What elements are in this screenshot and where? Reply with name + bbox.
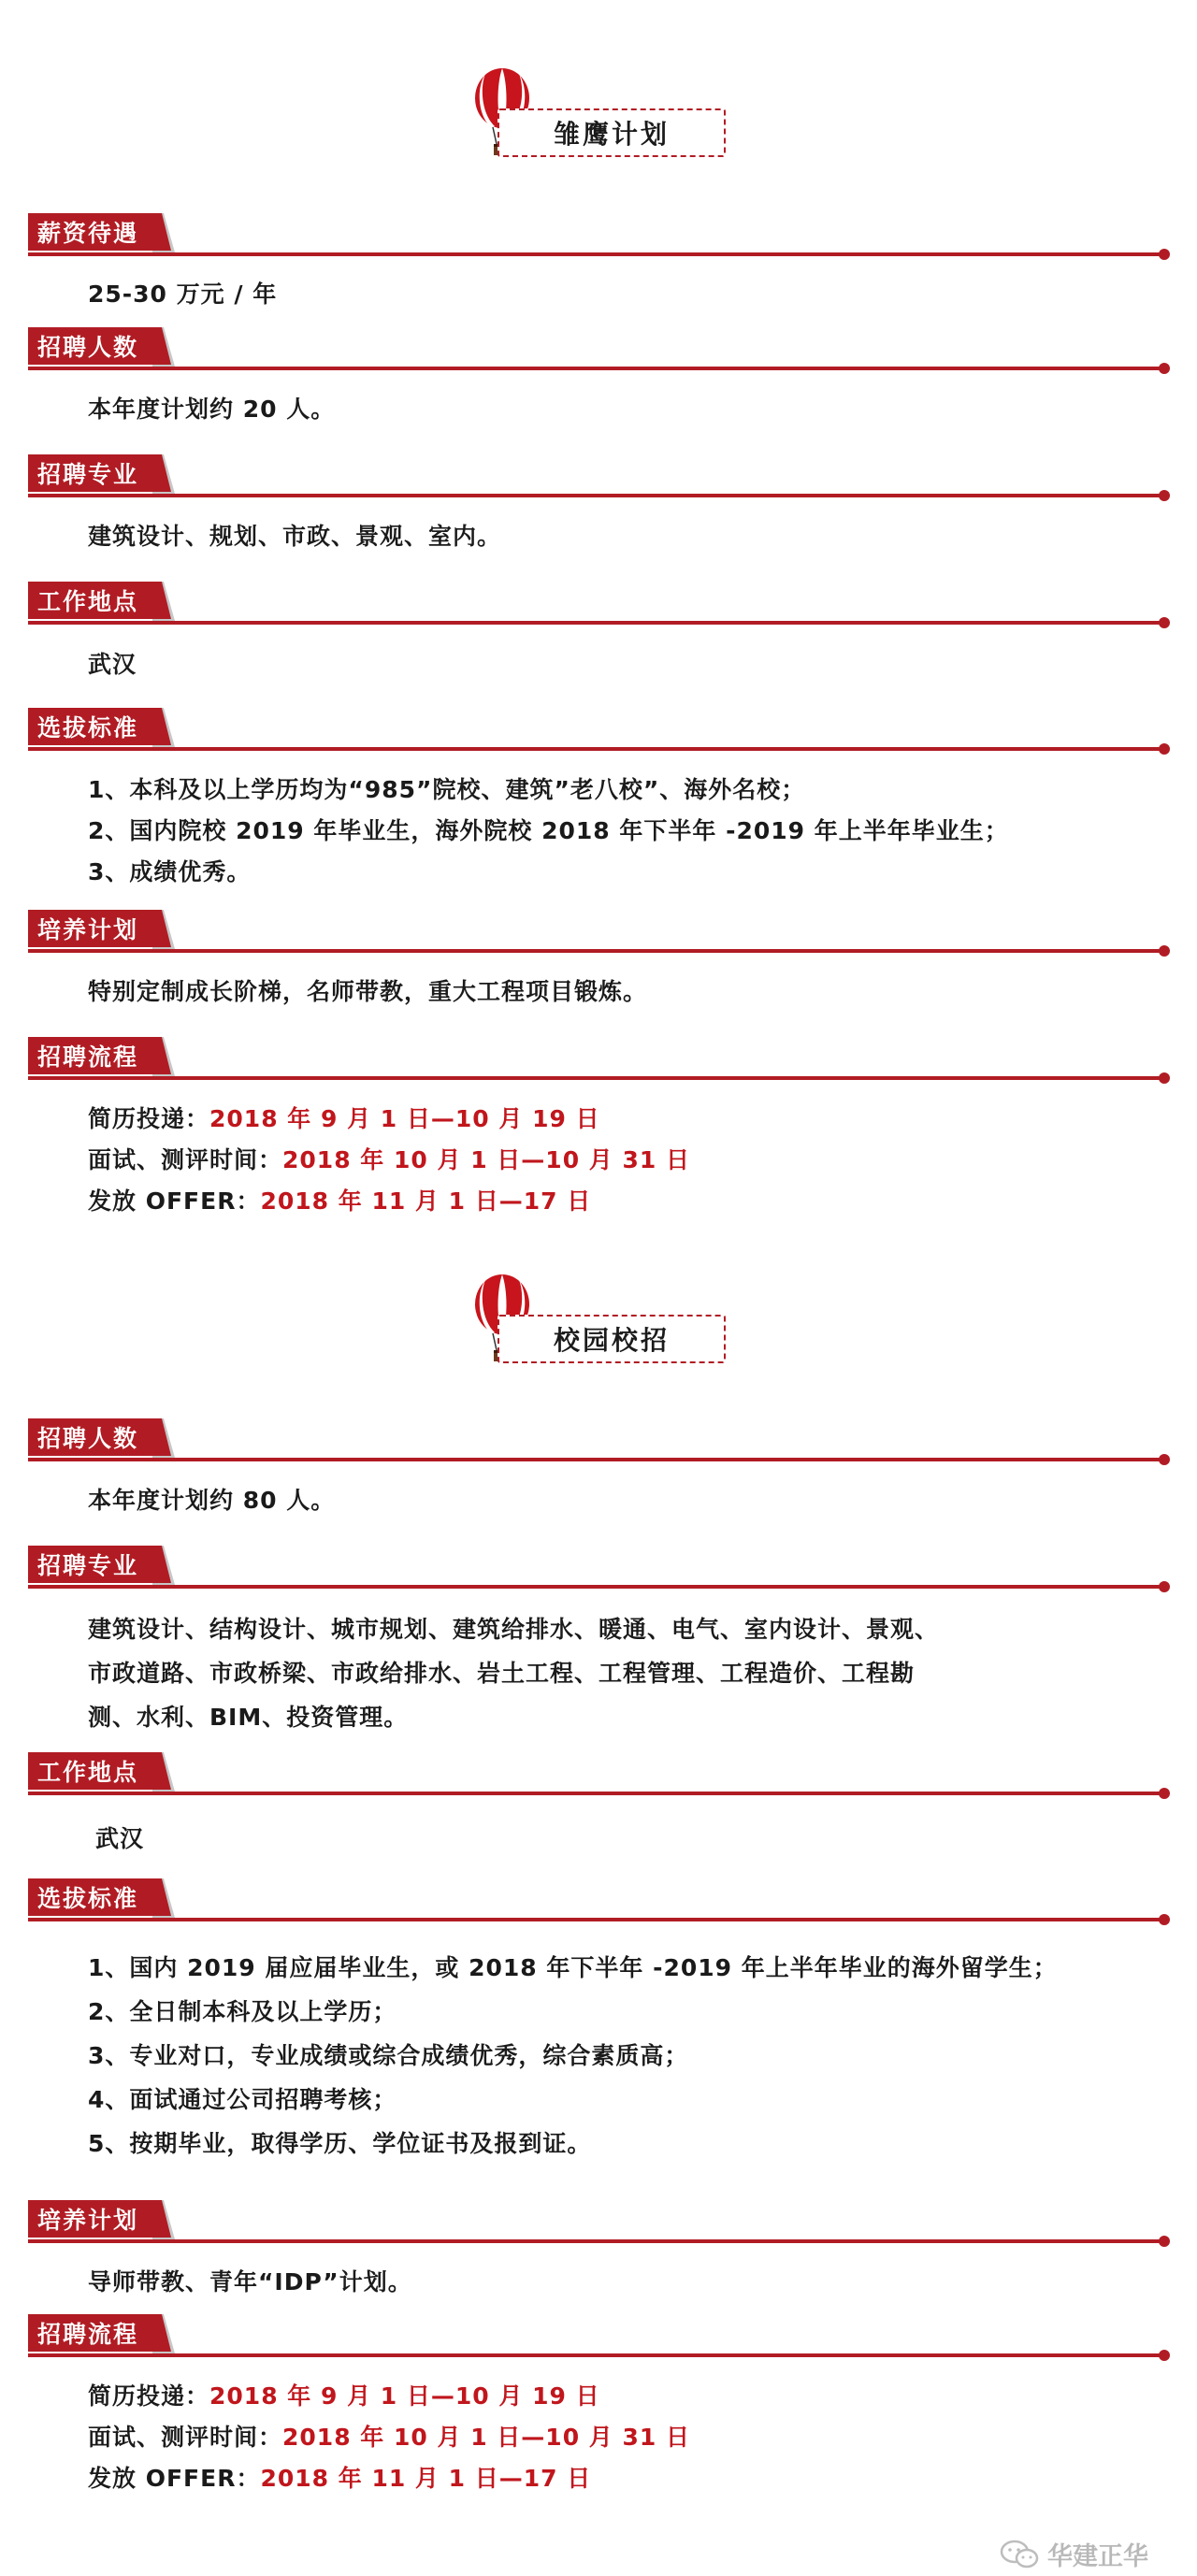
label-criteria: 选拔标准 [28,1878,164,1916]
label-tail-icon [152,1546,177,1589]
criteria-item: 3、成绩优秀。 [88,858,252,885]
major-line: 建筑设计、结构设计、城市规划、建筑给排水、暖通、电气、室内设计、景观、 [88,1616,940,1643]
process-date: 2018 年 11 月 1 日—17 日 [260,2465,592,2492]
process-date: 2018 年 9 月 1 日—10 月 19 日 [209,1105,600,1132]
label-tail-icon [152,582,177,625]
training-value: 特别定制成长阶梯，名师带教，重大工程项目锻炼。 [88,978,648,1005]
criteria-item: 4、面试通过公司招聘考核； [88,2086,397,2113]
process-key: 面试、测评时间： [88,2424,283,2451]
criteria-header-2 [0,1878,1197,1925]
location-value: 武汉 [88,651,137,678]
criteria-item: 5、按期毕业，取得学历、学位证书及报到证。 [88,2130,592,2157]
major-value: 建筑设计、规划、市政、景观、室内。 [88,523,502,550]
label-tail-icon [152,1418,177,1461]
section-title: 校园校招 [498,1315,726,1363]
watermark [999,2536,1148,2572]
criteria-item: 2、全日制本科及以上学历； [88,1998,397,2025]
label-tail-icon [152,213,177,256]
divider-line [28,1585,1166,1589]
count-header-2 [0,1418,1197,1465]
label-salary: 薪资待遇 [28,213,164,251]
major-line: 测、水利、BIM、投资管理。 [88,1704,409,1731]
count-value: 本年度计划约 20 人。 [88,396,336,423]
divider-dot [1159,617,1170,628]
major-header [0,454,1197,501]
process-key: 简历投递： [88,2382,210,2410]
divider-line [28,494,1166,497]
process-item [88,2417,690,2458]
wechat-icon [999,2539,1040,2570]
watermark-text: 华建正华 [1047,2542,1148,2571]
process-item [88,2376,600,2417]
criteria-item: 3、专业对口，专业成绩或综合成绩优秀，综合素质高； [88,2042,689,2069]
divider-line [28,2239,1166,2243]
major-header-2 [0,1546,1197,1592]
process-item [88,1181,591,1222]
count-value: 本年度计划约 80 人。 [88,1487,336,1514]
divider-dot [1159,2236,1170,2247]
count-header [0,327,1197,374]
major-line: 市政道路、市政桥梁、市政给排水、岩土工程、工程管理、工程造价、工程勘 [88,1660,916,1687]
process-date: 2018 年 11 月 1 日—17 日 [260,1187,592,1215]
label-process: 招聘流程 [28,2314,164,2352]
label-tail-icon [152,454,177,497]
label-count: 招聘人数 [28,1418,164,1456]
label-tail-icon [152,1878,177,1921]
label-training: 培养计划 [28,910,164,947]
process-date: 2018 年 10 月 1 日—10 月 31 日 [282,2424,690,2451]
divider-line [28,1076,1166,1080]
divider-line [28,1458,1166,1461]
divider-line [28,2353,1166,2357]
divider-dot [1159,249,1170,260]
divider-line [28,1918,1166,1921]
process-header-2 [0,2314,1197,2361]
divider-dot [1159,1454,1170,1465]
process-key: 发放 OFFER： [88,1187,261,1215]
divider-line [28,949,1166,953]
label-criteria: 选拔标准 [28,708,164,745]
divider-dot [1159,490,1170,501]
label-tail-icon [152,2314,177,2357]
criteria-item: 1、本科及以上学历均为“985”院校、建筑”老八校”、海外名校； [88,776,806,803]
label-tail-icon [152,708,177,751]
divider-line [28,1792,1166,1795]
process-header [0,1037,1197,1084]
process-key: 发放 OFFER： [88,2465,261,2492]
process-key: 简历投递： [88,1105,210,1132]
process-date: 2018 年 9 月 1 日—10 月 19 日 [209,2382,600,2410]
training-header-2 [0,2200,1197,2247]
label-process: 招聘流程 [28,1037,164,1074]
label-tail-icon [152,1037,177,1080]
section-header-2 [0,1274,1197,1367]
salary-header [0,213,1197,260]
label-location: 工作地点 [28,582,164,619]
salary-value: 25-30 万元 / 年 [88,281,278,308]
divider-dot [1159,1914,1170,1925]
criteria-header [0,708,1197,755]
section-title: 雏鹰计划 [498,108,726,157]
divider-dot [1159,1072,1170,1084]
location-value: 武汉 [95,1825,145,1852]
divider-dot [1159,743,1170,755]
process-item [88,1140,690,1181]
label-major: 招聘专业 [28,454,164,492]
process-item [88,2458,591,2499]
process-date: 2018 年 10 月 1 日—10 月 31 日 [282,1146,690,1173]
label-count: 招聘人数 [28,327,164,365]
process-key: 面试、测评时间： [88,1146,283,1173]
divider-dot [1159,1788,1170,1799]
divider-line [28,747,1166,751]
label-tail-icon [152,327,177,370]
divider-line [28,367,1166,370]
divider-line [28,252,1166,256]
location-header-2 [0,1752,1197,1799]
label-tail-icon [152,2200,177,2243]
criteria-item: 1、国内 2019 届应届毕业生，或 2018 年下半年 -2019 年上半年毕业的海外留学生； [88,1954,1058,1981]
label-tail-icon [152,1752,177,1795]
divider-dot [1159,2350,1170,2361]
section-header-1 [0,67,1197,161]
training-value: 导师带教、青年“IDP”计划。 [88,2268,412,2295]
location-header [0,582,1197,628]
divider-dot [1159,1581,1170,1592]
divider-line [28,621,1166,625]
divider-dot [1159,945,1170,957]
divider-dot [1159,363,1170,374]
label-major: 招聘专业 [28,1546,164,1583]
label-tail-icon [152,910,177,953]
process-item [88,1099,600,1140]
criteria-item: 2、国内院校 2019 年毕业生，海外院校 2018 年下半年 -2019 年上半年毕业生； [88,817,1009,844]
label-training: 培养计划 [28,2200,164,2238]
training-header [0,910,1197,957]
label-location: 工作地点 [28,1752,164,1790]
